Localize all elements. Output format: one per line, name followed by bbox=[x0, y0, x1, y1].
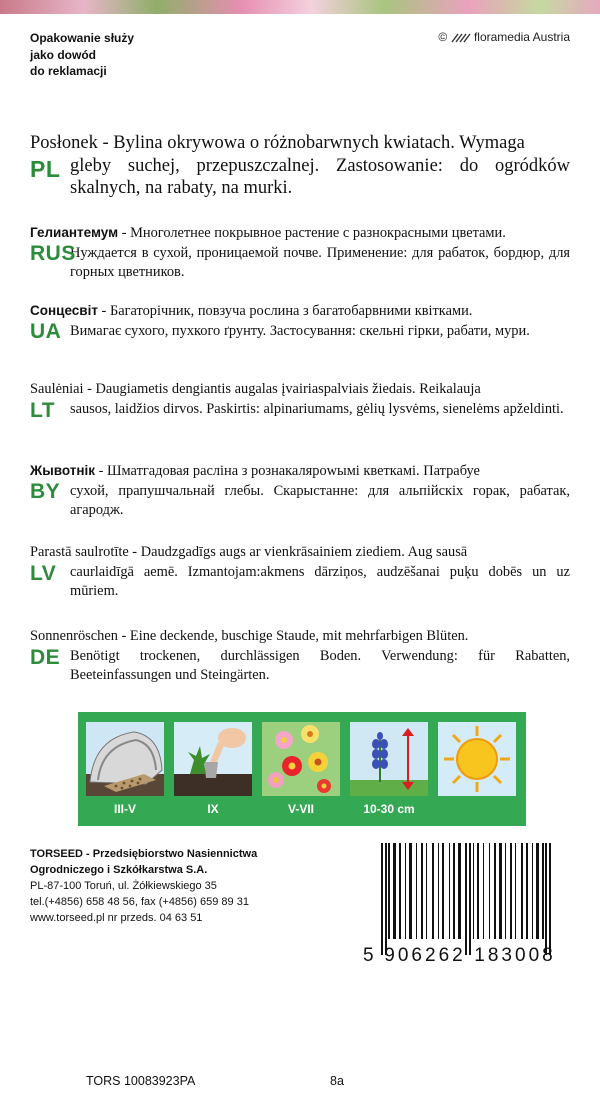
description-rest: sausos, laidžios dirvos. Paskirtis: alpinariumams, gėlių lysvėms, sienelėms apželdinti. bbox=[70, 400, 564, 417]
barcode-bar bbox=[477, 843, 479, 939]
company-info bbox=[30, 846, 257, 926]
copyright-notice bbox=[438, 30, 570, 44]
description-text bbox=[30, 301, 570, 341]
barcode-bar bbox=[510, 843, 512, 939]
language-code: PL bbox=[30, 156, 61, 182]
description-rest: Нуждается в сухой, проницаемой почве. Применение: для рабаток, бордюр, для горных цветников. bbox=[70, 244, 570, 280]
full-sun-icon bbox=[438, 722, 516, 796]
barcode-bars bbox=[381, 843, 551, 955]
language-code: RUS bbox=[30, 242, 76, 265]
floramedia-logo-icon bbox=[451, 33, 471, 43]
barcode-bar bbox=[432, 843, 434, 939]
description-lv bbox=[30, 543, 570, 602]
barcode-bar bbox=[399, 843, 401, 939]
description-pl bbox=[30, 132, 570, 200]
ean-barcode bbox=[357, 843, 572, 965]
language-code: LV bbox=[30, 562, 57, 585]
complaint-note bbox=[30, 30, 134, 80]
barcode-first-digit: 5 bbox=[363, 945, 374, 965]
description-de bbox=[30, 627, 570, 686]
company-name: TORSEED - Przedsiębiorstwo Nasiennictwa bbox=[30, 848, 258, 860]
language-code: BY bbox=[30, 480, 61, 503]
description-line1: - Багаторічник, повзуча рослина з багатобарвними квітками. bbox=[97, 303, 473, 319]
barcode-bar bbox=[549, 843, 551, 955]
barcode-bar bbox=[536, 843, 539, 939]
sowing-under-cover-icon bbox=[86, 722, 164, 796]
planting-out-icon bbox=[174, 722, 252, 796]
complaint-line: Opakowanie służy bbox=[30, 31, 135, 45]
barcode-right-digits: 183008 bbox=[474, 945, 556, 965]
barcode-bar bbox=[458, 843, 461, 939]
barcode-bar bbox=[465, 843, 467, 955]
description-by bbox=[30, 461, 570, 521]
description-line1: Saulėniai - Daugiametis dengiantis augalas įvairiaspalviais žiedais. Reikalauja bbox=[30, 381, 481, 397]
variant-code: 8a bbox=[330, 1074, 344, 1088]
planting-period-label: IX bbox=[207, 802, 219, 816]
complaint-line: jako dowód bbox=[30, 47, 96, 62]
flower-photo-strip bbox=[0, 0, 600, 14]
description-text bbox=[30, 223, 570, 283]
copyright-text: floramedia Austria bbox=[473, 30, 570, 44]
barcode-bar bbox=[483, 843, 484, 939]
barcode-bar bbox=[453, 843, 455, 939]
barcode-bar bbox=[438, 843, 439, 939]
description-line1: - Многолетнее покрывное растение с разнокрасными цветами. bbox=[118, 225, 506, 241]
barcode-bar bbox=[521, 843, 523, 939]
flowering-period-label: V-VII bbox=[287, 802, 314, 816]
sowing-period-label: III-V bbox=[113, 802, 136, 816]
description-rus bbox=[30, 223, 570, 283]
description-text bbox=[30, 380, 570, 419]
barcode-bar bbox=[545, 843, 547, 955]
cultivation-icons bbox=[78, 712, 526, 826]
description-rest: gleby suchej, przepuszczalnej. Zastosowanie: do ogródków skalnych, na rabaty, na murki. bbox=[70, 155, 570, 198]
flowering-icon bbox=[262, 722, 340, 796]
barcode-bar bbox=[409, 843, 412, 939]
description-line1: Sonnenröschen - Eine deckende, buschige Staude, mit mehrfarbigen Blüten. bbox=[30, 628, 469, 644]
language-code: UA bbox=[30, 320, 62, 343]
product-code: TORS 10083923PA bbox=[86, 1074, 196, 1088]
barcode-bar bbox=[416, 843, 417, 939]
description-text bbox=[30, 461, 570, 521]
description-lt bbox=[30, 380, 570, 422]
complaint-line: do reklamacji bbox=[30, 64, 107, 78]
description-line1: Parastā saulrotīte - Daudzgadīgs augs ar vienkrāsainiem ziediem. Aug sausā bbox=[30, 544, 468, 560]
company-address: PL-87-100 Toruń, ul. Żółkiewskiego 35 bbox=[30, 880, 217, 892]
copyright-icon: © bbox=[438, 30, 448, 44]
plant-name: Сонцесвіт bbox=[30, 303, 98, 318]
barcode-bar bbox=[405, 843, 406, 939]
description-rest: Вимагає сухого, пухкого ґрунту. Застосування: скельні гірки, рабати, мури. bbox=[70, 322, 530, 339]
barcode-bar bbox=[381, 843, 383, 955]
description-rest: сухой, прапушчальнай глебы. Скарыстанне: для альпійскіх горак, рабатак, агародж. bbox=[70, 482, 570, 518]
barcode-bar bbox=[489, 843, 490, 939]
barcode-bar bbox=[515, 843, 516, 939]
barcode-bar bbox=[526, 843, 528, 939]
description-line1: - Шматгадовая расліна з рознакалярowымі кветкамі. Патрабуе bbox=[95, 463, 480, 479]
barcode-bar bbox=[532, 843, 533, 939]
barcode-bar bbox=[499, 843, 502, 939]
company-name-line2: Ogrodniczego i Szkółkarstwa S.A. bbox=[30, 864, 208, 876]
barcode-bar bbox=[421, 843, 423, 939]
plant-name: Жывотнік bbox=[30, 463, 96, 478]
barcode-bar bbox=[393, 843, 396, 939]
description-text bbox=[30, 627, 570, 686]
description-text bbox=[30, 543, 570, 602]
description-text bbox=[30, 132, 570, 200]
barcode-bar bbox=[388, 843, 390, 939]
plant-height-label: 10-30 cm bbox=[363, 802, 415, 816]
plant-name: Posłonek bbox=[30, 133, 98, 153]
language-code: LT bbox=[30, 399, 56, 422]
barcode-bar bbox=[469, 843, 471, 955]
barcode-left-digits: 906262 bbox=[384, 945, 466, 965]
description-line1: - Bylina okrywowa o różnobarwnych kwiatach. Wymaga bbox=[97, 133, 525, 153]
plant-height-icon bbox=[350, 722, 428, 796]
description-rest: caurlaidīgā aemē. Izmantojam:akmens dārziņos, audzēšanai puķu dobēs un uz mūriem. bbox=[70, 563, 570, 599]
barcode-bar bbox=[494, 843, 496, 939]
language-code: DE bbox=[30, 646, 61, 669]
barcode-bar bbox=[426, 843, 427, 939]
company-web: www.torseed.pl nr przeds. 04 63 51 bbox=[30, 912, 203, 924]
plant-name: Гелиантемум bbox=[30, 225, 119, 240]
barcode-bar bbox=[542, 843, 544, 939]
description-ua bbox=[30, 301, 570, 341]
barcode-bar bbox=[385, 843, 387, 955]
description-rest: Benötigt trockenen, durchlässigen Boden. Verwendung: für Rabatten, Beeteinfassungen und Steingärten. bbox=[70, 647, 570, 683]
barcode-bar bbox=[473, 843, 474, 939]
company-phone: tel.(+4856) 658 48 56, fax (+4856) 659 89 31 bbox=[30, 896, 249, 908]
barcode-bar bbox=[442, 843, 444, 939]
barcode-bar bbox=[505, 843, 506, 939]
barcode-bar bbox=[449, 843, 450, 939]
